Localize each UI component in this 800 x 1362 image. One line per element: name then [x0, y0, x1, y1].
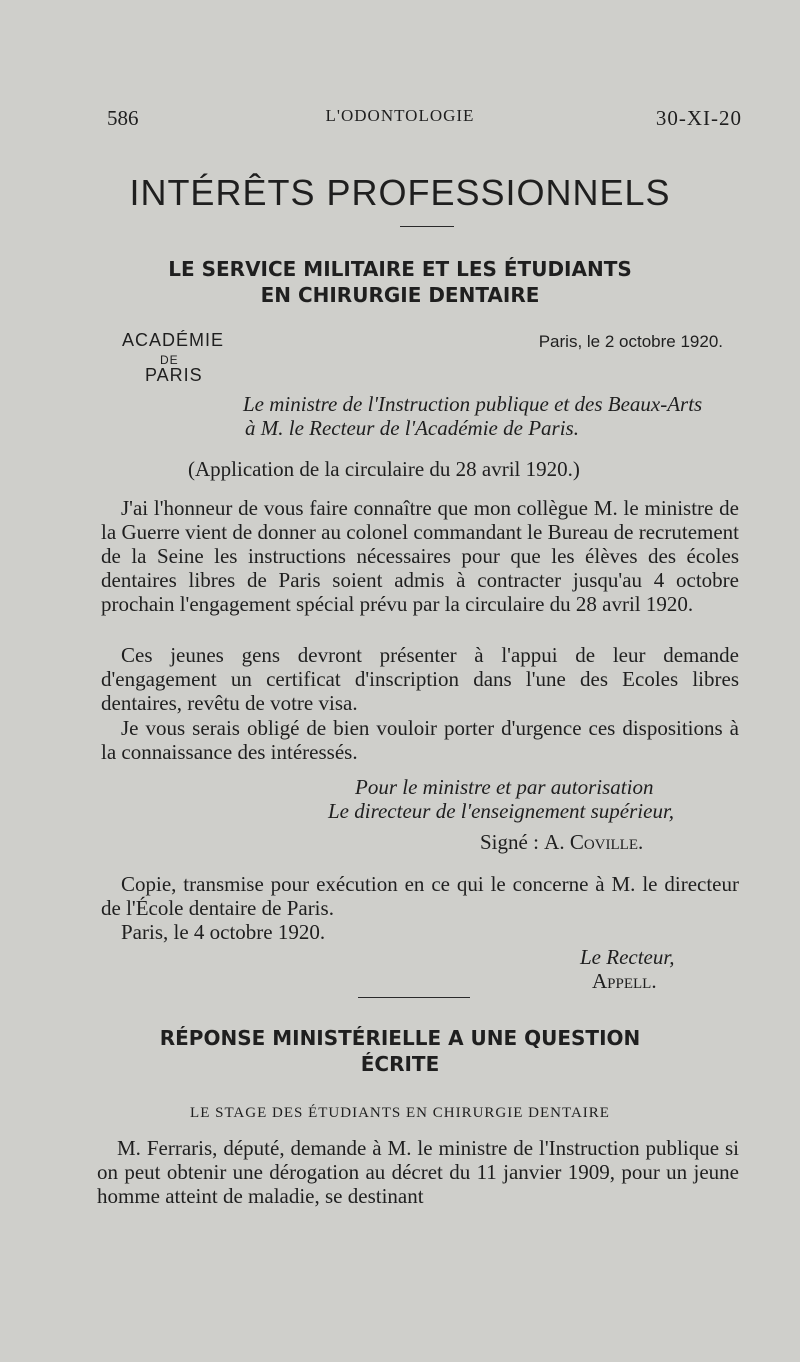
article2-heading-line2: ÉCRITE: [360, 1052, 440, 1076]
issue-date: 30-XI-20: [655, 106, 742, 130]
article1-heading-line2: EN CHIRURGIE DENTAIRE: [260, 283, 540, 307]
copy-paragraph: Copie, transmise pour exécution en ce qui le concerne à M. le directeur de l'École dentaire de Paris.: [101, 872, 739, 920]
recteur-name: Appell.: [592, 969, 657, 993]
section-title: INTÉRÊTS PROFESSIONNELS: [129, 172, 671, 213]
question-paragraph: M. Ferraris, député, demande à M. le ministre de l'Instruction publique si on peut obtenir une dérogation au décret du 11 janvier 1909, pour un jeune homme atteint de maladie, se destinant: [97, 1136, 739, 1208]
dateline: Paris, le 2 octobre 1920.: [538, 332, 723, 351]
page-number: 586: [107, 106, 139, 130]
address-line2: à M. le Recteur de l'Académie de Paris.: [245, 416, 579, 440]
signature: [480, 830, 760, 854]
title-rule: [400, 226, 454, 227]
letter-paragraph-2: Ces jeunes gens devront présenter à l'appui de leur demande d'engagement un certificat d'inscription dans l'une des Ecoles libres dentaires, revêtu de votre visa.: [101, 643, 739, 715]
letterhead-paris: PARIS: [145, 365, 203, 385]
article2-heading: [0, 1025, 800, 1077]
signed-name: A. Coville.: [544, 830, 644, 854]
signed-prefix: Signé :: [480, 830, 545, 854]
article1-heading-line1: LE SERVICE MILITAIRE ET LES ÉTUDIANTS: [168, 257, 632, 281]
letter-paragraph-3: Je vous serais obligé de bien vouloir porter d'urgence ces dispositions à la connaissance des intéressés.: [101, 716, 739, 764]
article-separator: [358, 997, 470, 998]
article2-subheading: LE STAGE DES ÉTUDIANTS EN CHIRURGIE DENTAIRE: [190, 1105, 610, 1121]
article1-heading: [0, 256, 800, 308]
running-head: [0, 106, 800, 136]
signoff-line2: Le directeur de l'enseignement supérieur,: [328, 799, 675, 823]
recteur-title: Le Recteur,: [580, 945, 675, 969]
application-note: (Application de la circulaire du 28 avril 1920.): [188, 457, 580, 481]
signoff-line1: Pour le ministre et par autorisation: [355, 775, 654, 799]
letter-paragraph-1: J'ai l'honneur de vous faire connaître que mon collègue M. le ministre de la Guerre vient de donner au colonel commandant le Bureau de recrutement de la Seine les instructions nécessaires pour que les élèves des écoles dentaires libres de Paris soient admis à contracter jusqu'au 4 octobre prochain l'engagement spécial prévu par la circulaire du 28 avril 1920.: [101, 496, 739, 616]
article2-heading-line1: RÉPONSE MINISTÉRIELLE A UNE QUESTION: [159, 1026, 641, 1050]
letterhead-de: DE: [160, 353, 179, 367]
copy-date: Paris, le 4 octobre 1920.: [121, 920, 326, 944]
journal-title: L'ODONTOLOGIE: [325, 106, 475, 125]
letterhead: [0, 330, 800, 390]
letterhead-academie: ACADÉMIE: [122, 330, 225, 350]
address-line1: Le ministre de l'Instruction publique et des Beaux-Arts: [243, 392, 703, 416]
